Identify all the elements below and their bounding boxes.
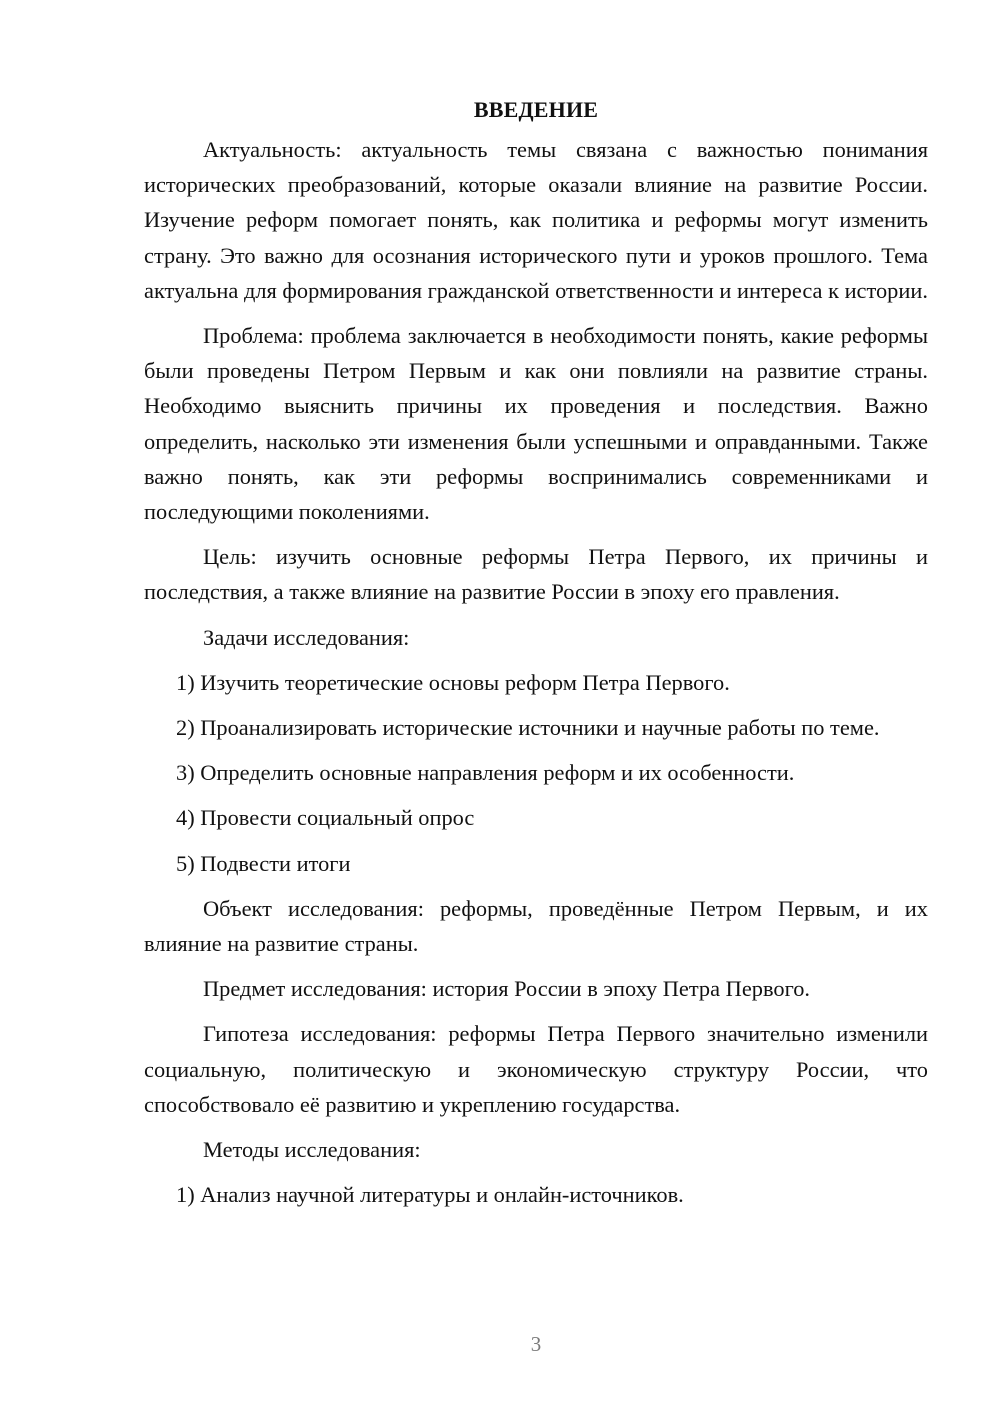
subject-paragraph: Предмет исследования: история России в эпоху Петра Первого. [203,976,810,1002]
object-paragraph: Объект исследования: реформы, проведённые Петром Первым, и их влияние на развитие страны. [144,895,928,957]
tasks-heading: Задачи исследования: [203,624,410,650]
page-content [144,94,928,1222]
task-item-5: 5) Подвести итоги [176,850,351,876]
task-item-2: 2) Проанализировать исторические источники и научные работы по теме. [176,715,880,741]
hypothesis-paragraph: Гипотеза исследования: реформы Петра Первого значительно изменили социальную, политическую и экономическую структуру России, что способствовало её развитию и укреплению государства. [144,1021,928,1117]
task-item-3: 3) Определить основные направления реформ и их особенности. [176,760,795,786]
task-item-1: 1) Изучить теоретические основы реформ Петра Первого. [176,669,730,695]
method-item-1: 1) Анализ научной литературы и онлайн-источников. [176,1182,684,1208]
problem-paragraph: Проблема: проблема заключается в необходимости понять, какие реформы были проведены Петром Первым и как они повлияли на развитие страны. Необходимо выяснить причины их проведения и последствия. Важно определить, насколько эти изменения были успешными и оправданными. Также важно понять, как эти реформы воспринимались современниками и последующими поколениями. [144,323,928,525]
page-number: 3 [530,1332,542,1356]
methods-heading: Методы исследования: [203,1137,421,1163]
relevance-paragraph: Актуальность: актуальность темы связана с важностью понимания исторических преобразований, которые оказали влияние на развитие России. Изучение реформ помогает понять, как политика и реформы могут изменить страну. Это важно для осознания исторического пути и уроков прошлого. Тема актуальна для формирования гражданской ответственности и интереса к истории. [144,137,928,303]
task-item-4: 4) Провести социальный опрос [176,805,475,831]
goal-paragraph: Цель: изучить основные реформы Петра Первого, их причины и последствия, а также влияние на развитие России в эпоху его правления. [144,544,928,605]
section-title: ВВЕДЕНИЕ [473,97,599,122]
